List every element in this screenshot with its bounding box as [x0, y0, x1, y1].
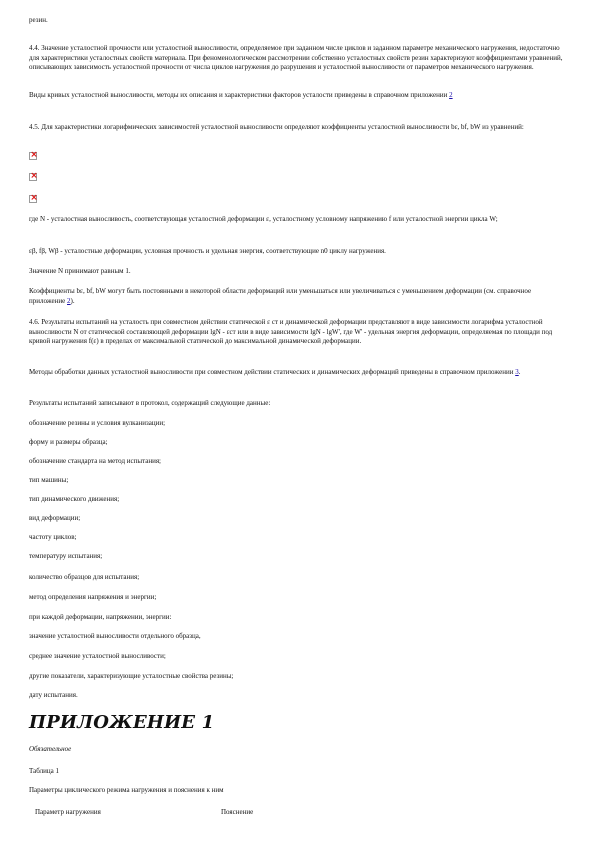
- paragraph-results: Результаты испытаний записывают в протокол, содержащий следующие данные:: [29, 399, 271, 407]
- broken-image-icon: [29, 173, 37, 181]
- appendix-heading: ПРИЛОЖЕНИЕ 1: [29, 712, 215, 733]
- paragraph-methods: [29, 368, 566, 378]
- list-item: количество образцов для испытания;: [29, 573, 140, 581]
- list-item: вид деформации;: [29, 514, 81, 522]
- paragraph-methods-text: Методы обработки данных усталостной выносливости при совместном действии статических и динамических деформаций приведены в справочном приложении: [29, 368, 516, 376]
- table-header-explanation: Пояснение: [221, 808, 254, 816]
- paragraph-coefficients-end: ).: [70, 296, 75, 305]
- paragraph-methods-end: .: [518, 368, 521, 376]
- table-label: Таблица 1: [29, 767, 59, 775]
- appendix-2-link[interactable]: 2: [449, 91, 453, 99]
- table-header-parameter: Параметр нагружения: [35, 808, 101, 816]
- list-item: частоту циклов;: [29, 533, 77, 541]
- list-item: другие показатели, характеризующие усталостные свойства резины;: [29, 672, 234, 680]
- broken-image-icon: [29, 152, 37, 160]
- paragraph-4-5: 4.5. Для характеристики логарифмических зависимостей усталостной выносливости определяют коэффициенты усталостной выносливости bε, bf, bW из уравнений:: [29, 123, 524, 131]
- broken-image-icon: [29, 195, 37, 203]
- paragraph-curves-text: Виды кривых усталостной выносливости, методы их описания и характеристики факторов усталости приведены в справочном приложении: [29, 91, 450, 99]
- list-item: метод определения напряжения и энергии;: [29, 593, 157, 601]
- list-item: обозначение стандарта на метод испытания;: [29, 457, 161, 465]
- list-item: форму и размеры образца;: [29, 438, 108, 446]
- paragraph-where: где N - усталостная выносливость, соответствующая усталостной деформации ε, усталостному условному напряжению f или усталостной энергии цикла W;: [29, 215, 498, 223]
- list-item: температуру испытания;: [29, 552, 103, 560]
- list-item: дату испытания.: [29, 691, 78, 699]
- list-item: среднее значение усталостной выносливости;: [29, 652, 166, 660]
- appendix-3-link[interactable]: 3: [515, 368, 519, 376]
- paragraph-n-value: Значение N принимают равным 1.: [29, 267, 131, 275]
- list-item: значение усталостной выносливости отдельного образца,: [29, 632, 201, 640]
- paragraph-fragment: резин.: [29, 16, 48, 24]
- paragraph-coefficients-text: Коэффициенты bε, bf, bW могут быть постоянными в некоторой области деформаций или уменьшаться или увеличиваться с уменьшением деформации (см. справочное приложение: [29, 287, 532, 305]
- paragraph-eps: εβ, fβ, Wβ - усталостные деформации, условная прочность и удельная энергия, соответствующие n0 циклу нагружения.: [29, 247, 386, 255]
- appendix-2-link[interactable]: 2: [67, 296, 71, 305]
- paragraph-coefficients: [29, 287, 566, 306]
- paragraph-4-6: 4.6. Результаты испытаний на усталость при совместном действии статической ε ст и динамической деформации представляют в виде зависимости логарифма усталостной выносливости N от статической составляющей деформации lgN - εст или в виде зависимости lgN - lgW', где W' - удельная энергия деформации, определяемая по площади под кривой нагружения f(ε) в пределах от максимальной статической до максимальной динамической деформации.: [29, 318, 553, 346]
- list-item: тип машины;: [29, 476, 69, 484]
- appendix-subtitle: Обязательное: [29, 745, 72, 753]
- table-caption: Параметры циклического режима нагружения и пояснения к ним: [29, 786, 224, 794]
- paragraph-curves: [29, 91, 566, 101]
- paragraph-4-4: 4.4. Значение усталостной прочности или усталостной выносливости, определяемое при заданном числе циклов и заданном параметре механического нагружения, недостаточно для характеристики усталостных свойств материала. При феноменологическом рассмотрении собственно усталостных свойств резин характеризуют коэффициентами уравнений, описывающих зависимость усталостной прочности от числа циклов нагружения до разрушения и усталостной выносливости от параметров механического нагружения.: [29, 44, 563, 72]
- list-item: при каждой деформации, напряжении, энергии:: [29, 613, 172, 621]
- list-item: обозначение резины и условия вулканизации;: [29, 419, 166, 427]
- list-item: тип динамического движения;: [29, 495, 120, 503]
